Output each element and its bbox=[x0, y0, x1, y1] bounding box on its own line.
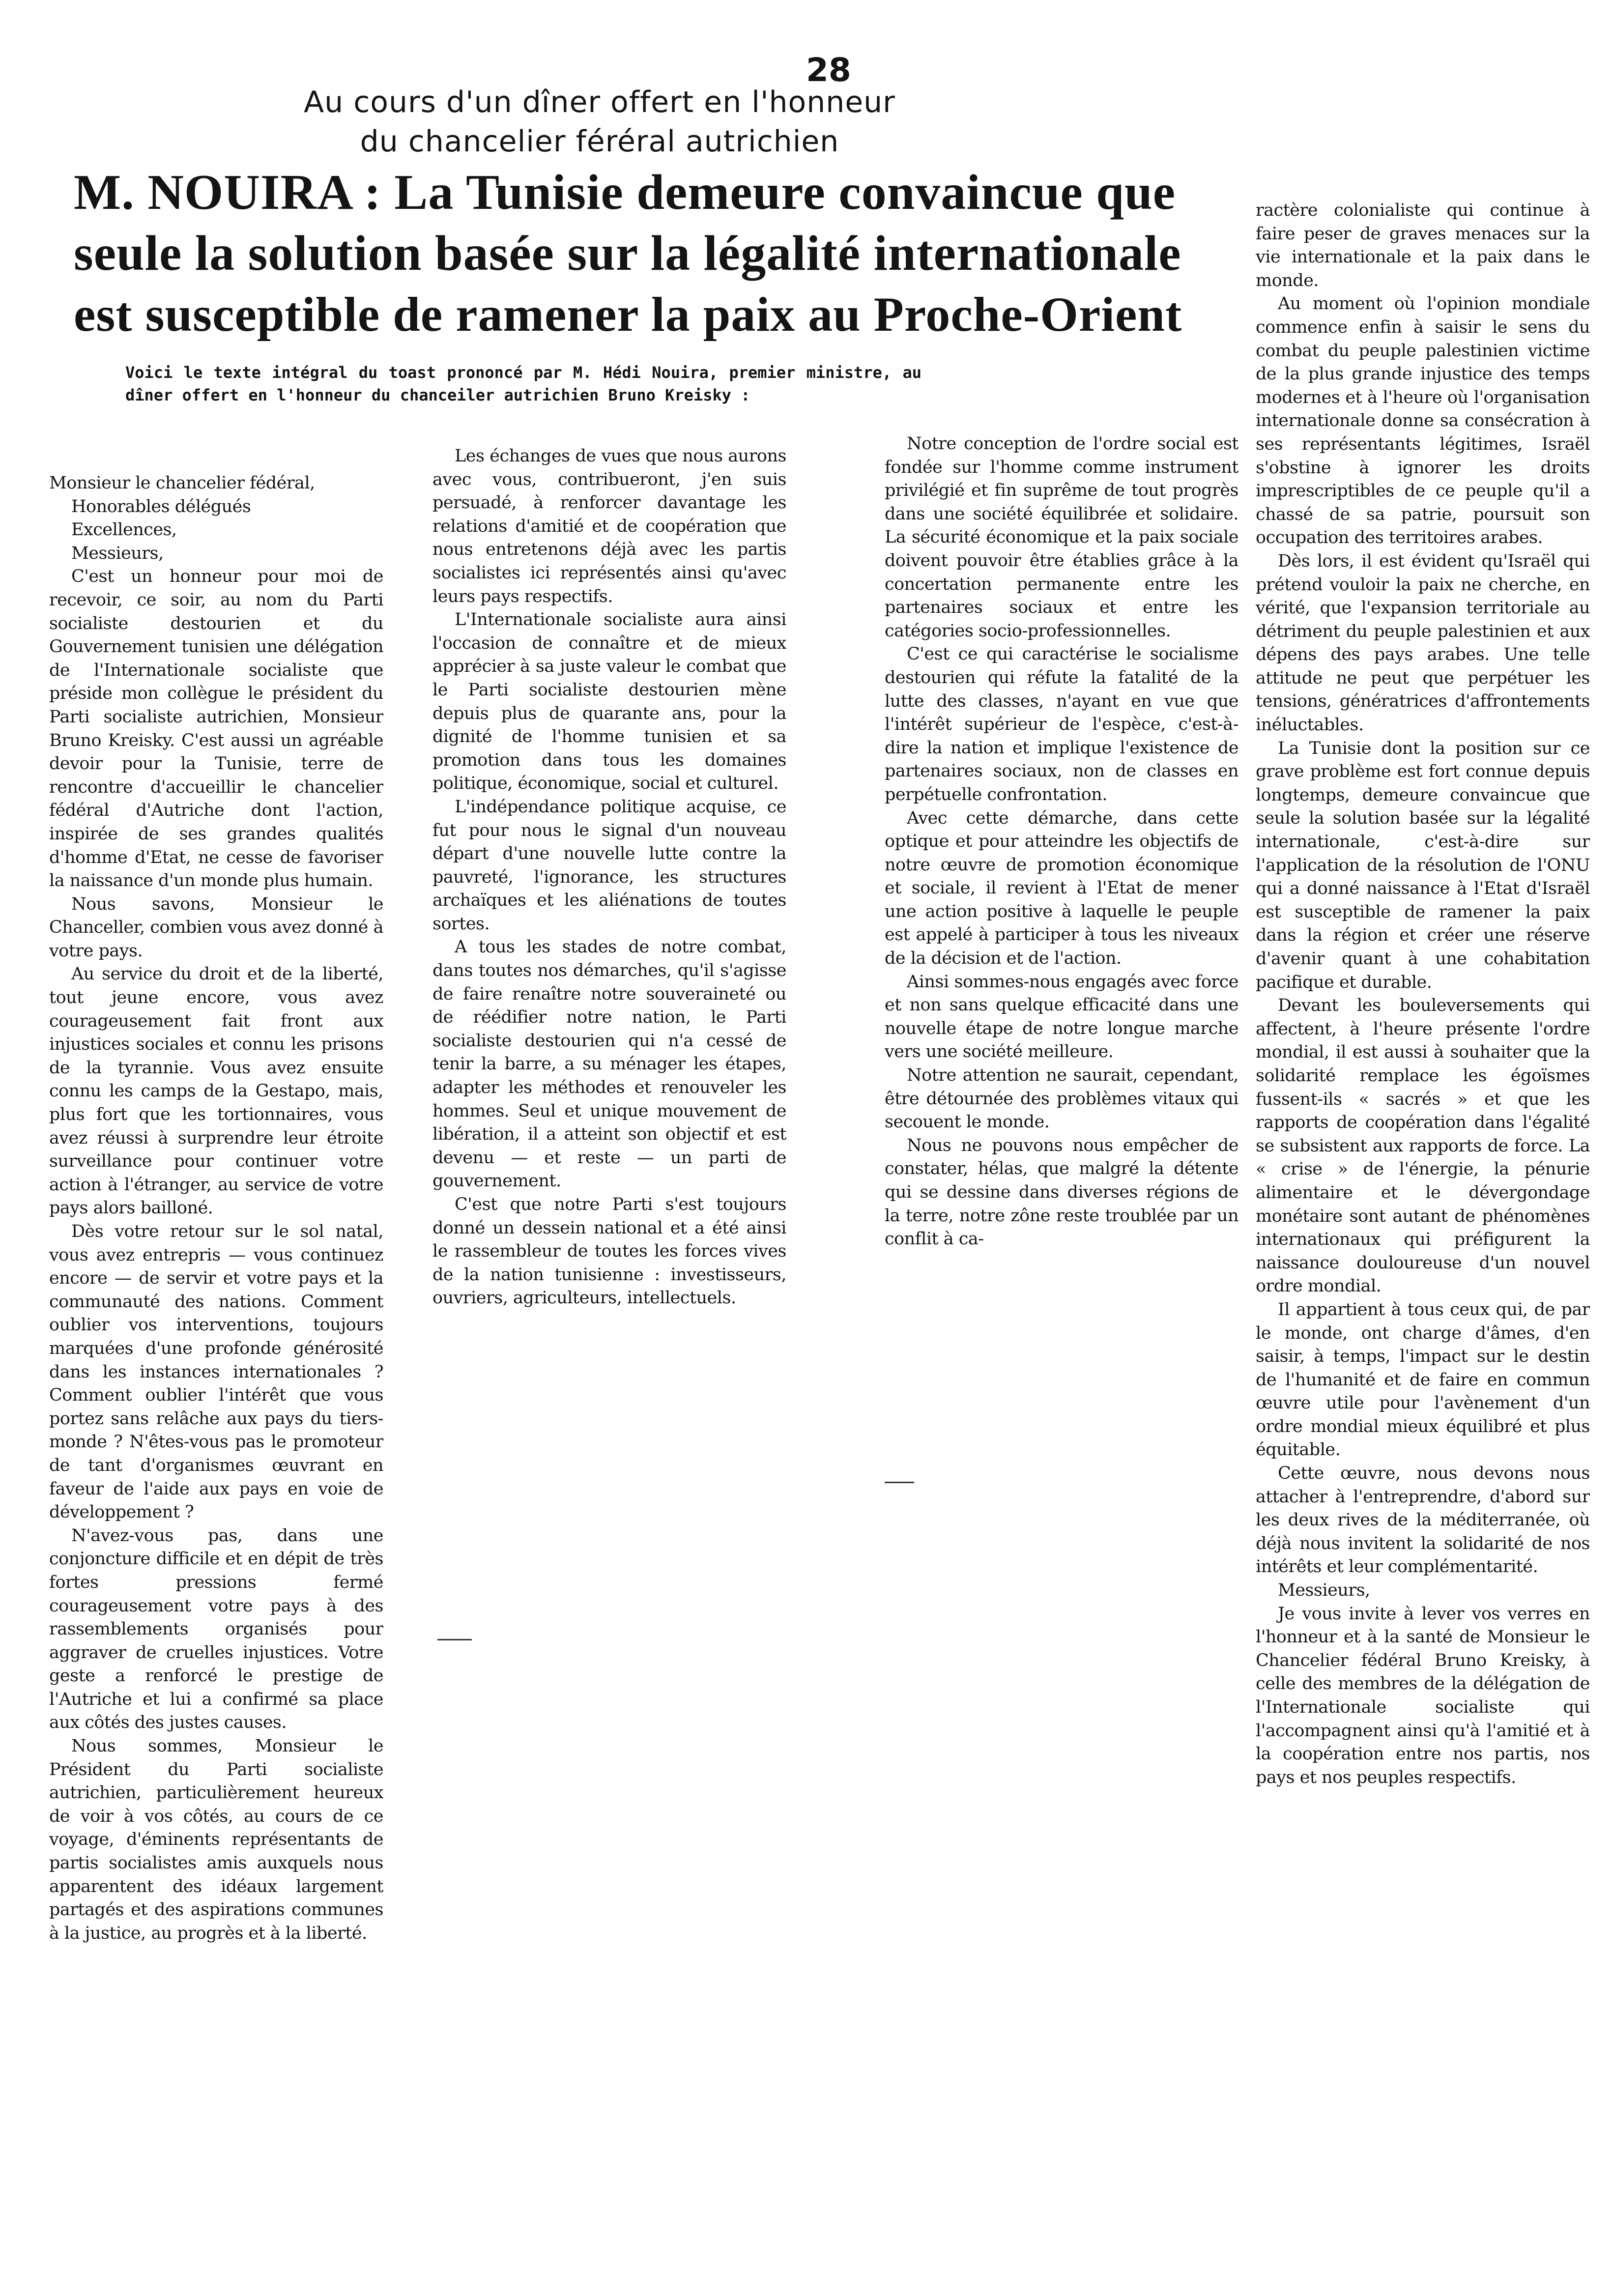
paragraph: Avec cette démarche, dans cette optique et pour atteindre les objectifs de notre œuvre de promotion économique et sociale, il revient à l'Etat de mener une action positive à laquelle le peuple est appelé à participer à tous les niveaux de la décision et de l'action. bbox=[885, 808, 1238, 969]
paragraph: Je vous invite à lever vos verres en l'honneur et à la santé de Monsieur le Chancelier fédéral Bruno Kreisky, à celle des membres de la délégation de l'Internationale socialiste qui l'accompagnent ainsi qu'à l'amitié et à la coopération entre nos partis, nos pays et nos peuples respectifs. bbox=[1256, 1604, 1590, 1787]
kicker-line: Au cours d'un dîner offert en l'honneur bbox=[304, 85, 895, 119]
headline-line: seule la solution basée sur la légalité internationale bbox=[74, 226, 1181, 281]
paragraph: Ainsi sommes-nous engagés avec force et non sans quelque efficacité dans une nouvelle étape de notre longue marche vers une société meilleure. bbox=[885, 972, 1238, 1062]
paragraph: Au service du droit et de la liberté, tout jeune encore, vous avez courageusement fait front aux injustices sociales et connu les prisons de la tyrannie. Vous avez ensuite connu les camps de la Gestapo, mais, plus fort que les tortionnaires, vous avez réussi à surprendre leur étroite surveillance pour continuer votre action à l'étranger, au service de votre pays alors bailloné. bbox=[49, 964, 383, 1218]
article-column-3 bbox=[885, 432, 1238, 1474]
paragraph: ractère colonialiste qui continue à faire peser de graves menaces sur la vie internationale et la paix dans le monde. bbox=[1256, 201, 1590, 290]
kicker-line: du chancelier féréral autrichien bbox=[360, 124, 839, 159]
paragraph: N'avez-vous pas, dans une conjoncture difficile et en dépit de très fortes pressions fermé courageusement votre pays à des rassemblements organisés pour aggraver de cruelles injustices. Votre geste a renforcé le prestige de l'Autriche et lui a confirmé sa place aux côtés des justes causes. bbox=[49, 1525, 383, 1733]
paragraph: Les échanges de vues que nous aurons avec vous, contribueront, j'en suis persuadé, à renforcer davantage les relations d'amitié et de coopération que nous entretenons déjà avec les partis socialistes ici représentés ainsi qu'avec leurs pays respectifs. bbox=[432, 446, 786, 606]
paragraph: Nous savons, Monsieur le Chanceller, combien vous avez donné à votre pays. bbox=[49, 894, 383, 961]
paragraph: Excellences, bbox=[71, 520, 177, 540]
paragraph: Notre attention ne saurait, cependant, être détournée des problèmes vitaux qui secouent le monde. bbox=[885, 1065, 1238, 1132]
paragraph: L'indépendance politique acquise, ce fut pour nous le signal d'un nouveau départ d'une nouvelle lutte contre la pauvreté, l'ignorance, les structures archaïques et les aliénations de toutes sortes. bbox=[432, 797, 786, 934]
paragraph: C'est un honneur pour moi de recevoir, ce soir, au nom du Parti socialiste destourien et du Gouvernement tunisien une délégation de l'Internationale socialiste que préside mon collègue le président du Parti socialiste autrichien, Monsieur Bruno Kreisky. C'est aussi un agréable devoir pour la Tunisie, terre de rencontre d'accueillir le chancelier fédéral d'Autriche dont l'action, inspirée de ses grandes qualités d'homme d'Etat, ne cesse de favoriser la naissance d'un monde plus humain. bbox=[49, 567, 383, 891]
article-column-4 bbox=[1256, 199, 1590, 2288]
paragraph: Nous sommes, Monsieur le Président du Parti socialiste autrichien, particulièrement heureux de voir à vos côtés, au cours de ce voyage, d'éminents représentants de partis socialistes amis auxquels nous apparentent des idéaux largement partagés et des aspirations communes à la justice, au progrès et à la liberté. bbox=[49, 1736, 383, 1943]
headline bbox=[74, 162, 1194, 345]
article-column-1 bbox=[49, 472, 383, 2290]
paragraph: Il appartient à tous ceux qui, de par le monde, ont charge d'âmes, d'en saisir, à temps, l'impact sur le destin de l'humanité et de faire en commun œuvre utile pour l'avènement d'un ordre mondial mieux équilibré et plus équitable. bbox=[1256, 1299, 1590, 1460]
paragraph: Devant les bouleversements qui affectent, à l'heure présente l'ordre mondial, il est aussi à souhaiter que la solidarité remplace les égoïsmes fussent-ils « sacrés » et que les rapports de coopération dans l'égalité se subsistent aux rapports de force. La « crise » de l'énergie, la pénurie alimentaire et le dévergondage monétaire sont autant de phénomènes internationaux qui préfigurent la naissance douloureuse d'un nouvel ordre mondial. bbox=[1256, 996, 1590, 1296]
paragraph: C'est ce qui caractérise le socialisme destourien qui réfute la fatalité de la lutte des classes, n'ayant en vue que l'intérêt supérieur de l'espèce, c'est-à-dire la nation et implique l'existence de partenaires sociaux, non de classes en perpétuelle confrontation. bbox=[885, 644, 1238, 804]
chapo: Voici le texte intégral du toast prononcé par M. Hédi Nouira, premier ministre, au dîner offert en l'honneur du chanceiler autrichien Bruno Kreisky : bbox=[125, 363, 921, 404]
paragraph: Dès lors, il est évident qu'Israël qui prétend vouloir la paix ne cherche, en vérité, que l'expansion territoriale au détriment du peuple palestinien et aux dépens des pays arabes. Une telle attitude ne peut que perpétuer les tensions, génératrices d'affrontements inéluctables. bbox=[1256, 551, 1590, 735]
paragraph: L'Internationale socialiste aura ainsi l'occasion de connaître et de mieux apprécier à sa juste valeur le combat que le Parti socialiste destourien mène depuis plus de quarante ans, pour la dignité de l'homme tunisien et sa promotion dans tous les domaines politique, économique, social et culturel. bbox=[432, 610, 786, 794]
paragraph: La Tunisie dont la position sur ce grave problème est fort connue depuis longtemps, demeure convaincue que seule la solution basée sur la légalité internationale, c'est-à-dire sur l'application de la résolution de l'ONU qui a donné naissance à l'Etat d'Israël est susceptible de ramener la paix dans la région et créer une réserve d'avenir quant à une cohabitation pacifique et durable. bbox=[1256, 738, 1590, 992]
headline-line: est susceptible de ramener la paix au Proche-Orient bbox=[74, 287, 1182, 342]
paragraph: Dès votre retour sur le sol natal, vous avez entrepris — vous continuez encore — de servir et votre pays et la communauté des nations. Comment oublier vos interventions, toujours marquées d'une profonde générosité dans les instances internationales ? Comment oublier l'intérêt que vous portez sans relâche aux pays du tiers-monde ? N'êtes-vous pas le promoteur de tant d'organismes œuvrant en faveur de l'aide aux pays en voie de développement ? bbox=[49, 1222, 383, 1522]
page-number: 28 bbox=[806, 51, 851, 89]
paragraph: Messieurs, bbox=[1278, 1580, 1370, 1601]
article-column-2 bbox=[432, 445, 786, 1605]
paragraph: Au moment où l'opinion mondiale commence enfin à saisir le sens du combat du peuple palestinien victime de la plus grande injustice des temps modernes et à l'heure où l'organisation internationale donne sa consécration à ses représentants légitimes, Israël s'obstine à ignorer les droits imprescriptibles de ce peuple qu'il a chassé de sa patrie, poursuit son occupation des territoires arabes. bbox=[1256, 294, 1590, 548]
paragraph: Honorables délégués bbox=[71, 496, 251, 517]
headline-line: M. NOUIRA : La Tunisie demeure convaincue que bbox=[74, 165, 1176, 220]
paragraph: C'est que notre Parti s'est toujours donné un dessein national et a été ainsi le rassembleur de toutes les forces vives de la nation tunisienne : investisseurs, ouvriers, agriculteurs, intellectuels. bbox=[432, 1195, 786, 1308]
paragraph: Monsieur le chancelier fédéral, bbox=[49, 473, 315, 493]
kicker bbox=[256, 83, 944, 161]
paragraph: A tous les stades de notre combat, dans toutes nos démarches, qu'il s'agisse de faire renaître notre souveraineté ou de réédifier notre nation, le Parti socialiste destourien qui n'a cessé de tenir la barre, a su ménager les étapes, adapter les méthodes et renouveler les hommes. Seul et unique mouvement de libération, il a atteint son objectif et est devenu — et reste — un parti de gouvernement. bbox=[432, 937, 786, 1191]
paragraph: Nous ne pouvons nous empêcher de constater, hélas, que malgré la détente qui se dessine dans diverses régions de la terre, notre zône reste troublée par un conflit à ca- bbox=[885, 1135, 1238, 1249]
column-end-rule bbox=[437, 1639, 472, 1640]
paragraph: Cette œuvre, nous devons nous attacher à l'entreprendre, d'abord sur les deux rives de la méditerranée, où déjà nous invitent la solidarité de nos intérêts et leur complémentarité. bbox=[1256, 1464, 1590, 1577]
paragraph: Messieurs, bbox=[71, 543, 164, 563]
paragraph: Notre conception de l'ordre social est fondée sur l'homme comme instrument privilégié et fin suprême de tout progrès dans une société équilibrée et solidaire. La sécurité économique et la paix sociale doivent pouvoir être établies grâce à la concertation permanente entre les partenaires sociaux et entre les catégories socio-professionnelles. bbox=[885, 434, 1238, 641]
column-end-rule bbox=[885, 1482, 914, 1483]
